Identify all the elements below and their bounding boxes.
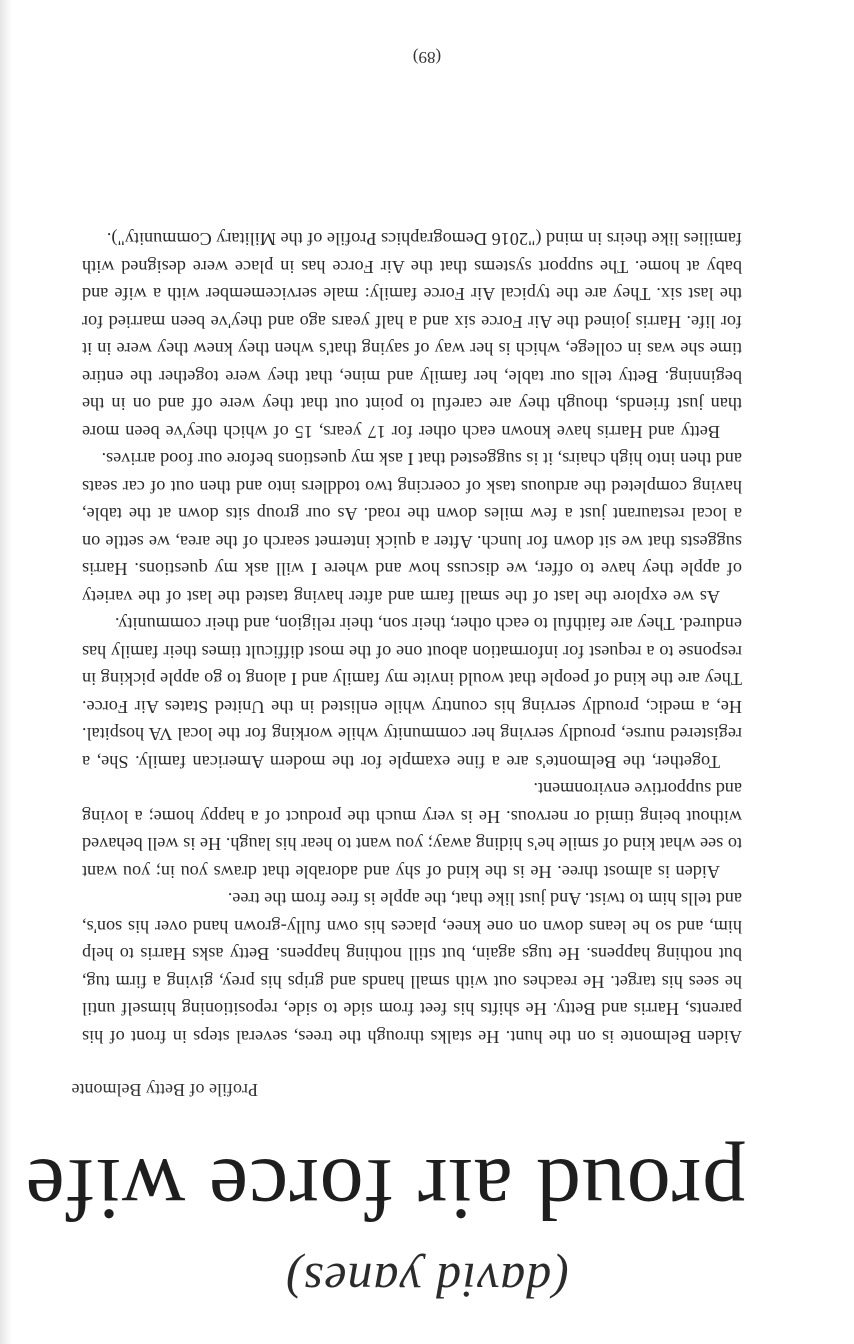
paragraph-2: Aiden is almost three. He is the kind of shy and adorable that draws you in; you want to see what kind of smile he's hiding away; you want to hear his laugh. He is well behaved without being timid or nervous. He is very much the product of a happy home; a loving and supportive environment.	[82, 779, 742, 882]
article-title: proud air force wife	[24, 1140, 746, 1237]
paragraph-1: Aiden Belmonte is on the hunt. He stalks through the trees, several steps in front of his parents, Harris and Betty. He shifts his feet from side to side, repositioning himself until he sees his target. He reaches out with small hands and grips his prey, giving a firm tug, but nothing happens. He tugs again, but still nothing happens. Betty asks Harris to help him, and so he leans down on one knee, places his own fully-grown hand over his son's, and tells him to twist. And just like that, the apple is free from the tree.	[82, 889, 742, 1047]
paragraph-5: Betty and Harris have known each other for 17 years, 15 of which they've been more than just friends, though they are careful to point out that they were off and on in the beginning. Betty tells our table, her family and mine, that they were together the entire time she was in college, which is her way of saying that's when they knew they were in it for life. Harris joined the Air Force six and a half years ago and they've been married for the last six. They are the typical Air Force family: male servicemember with a wife and baby at home. The support systems that the Air Force has in place were designed with families like theirs in mind ("2016 Demographics Profile of the Military Community").	[82, 229, 742, 442]
article-body	[82, 225, 742, 1050]
paragraph-3: Together, the Belmonte's are a fine example for the modern American family. She, a registered nurse, proudly serving her community while working for the local VA hospital. He, a medic, proudly serving his country while enlisted in the United States Air Force. They are the kind of people that would invite my family and I along to go apple picking in response to a request for information about one of the most difficult times their family has endured. They are faithful to each other, their son, their religion, and their community.	[82, 614, 742, 772]
author-byline: (david yanes)	[285, 1253, 569, 1309]
page-number: (89)	[412, 48, 442, 67]
paragraph-4: As we explore the last of the small farm and after having tasted the last of the variety of apple they have to offer, we discuss how and where I will ask my questions. Harris suggests that we sit down for lunch. After a quick internet search of the area, we settle on a local restaurant just a few miles down the road. As our group sits down at the table, having completed the arduous task of coercing two toddlers into and then out of car seats and then into high chairs, it is suggested that I ask my questions before our food arrives.	[82, 449, 742, 607]
article-subtitle: Profile of Betty Belmonte	[71, 1080, 258, 1100]
